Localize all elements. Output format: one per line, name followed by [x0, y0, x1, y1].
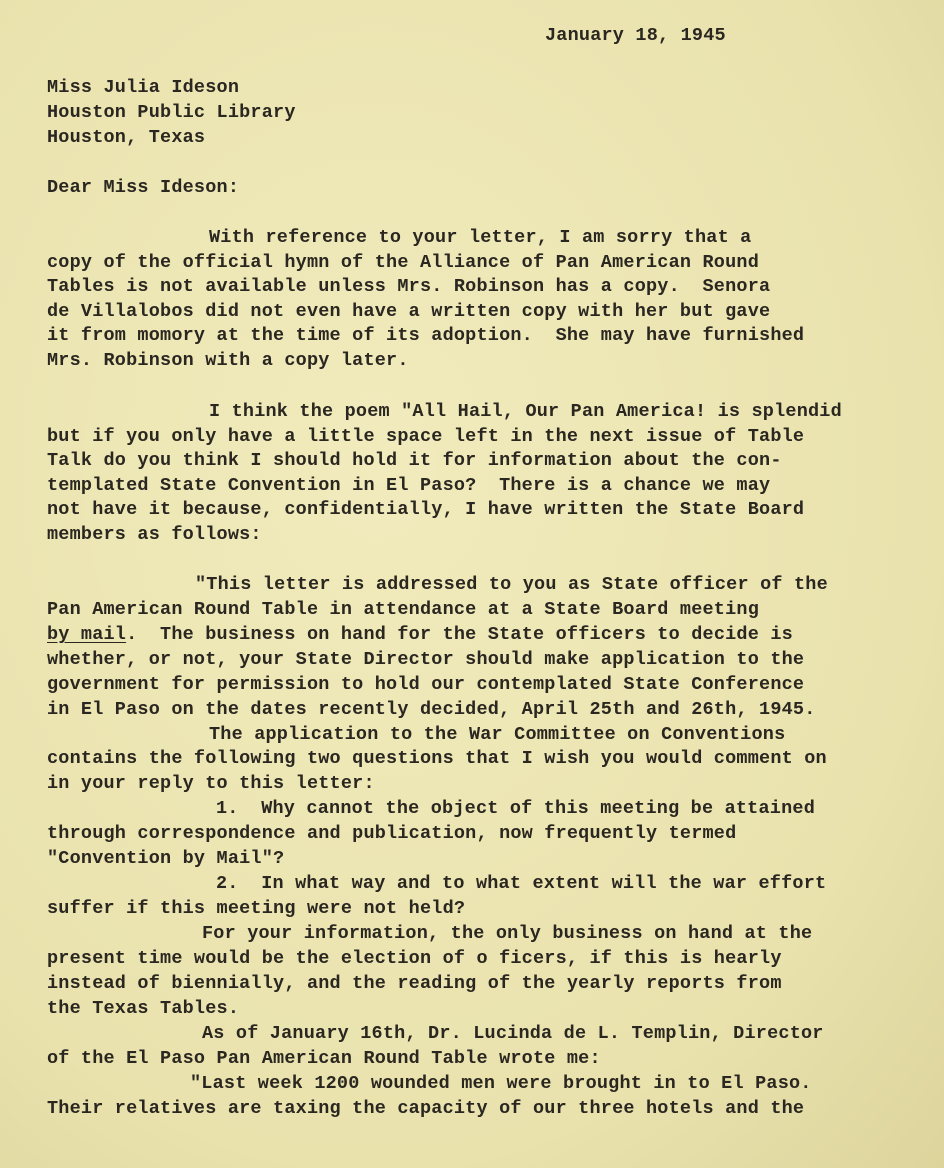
- paragraph-line: Talk do you think I should hold it for information about the con-: [47, 450, 782, 471]
- info-line: present time would be the election of o ficers, if this is hearly: [47, 948, 782, 969]
- salutation: Dear Miss Ideson:: [47, 177, 240, 198]
- quote-line: [47, 626, 793, 645]
- info-line: For your information, the only business on hand at the: [202, 923, 813, 944]
- recipient-name: Miss Julia Ideson: [47, 77, 240, 98]
- letter-date: January 18, 1945: [545, 25, 726, 46]
- quote-line: in El Paso on the dates recently decided, April 25th and 26th, 1945.: [47, 699, 816, 720]
- question-2: 2. In what way and to what extent will the war effort: [216, 873, 827, 894]
- paragraph-line: With reference to your letter, I am sorry that a: [209, 227, 752, 248]
- recipient-organization: Houston Public Library: [47, 102, 296, 123]
- paragraph-line: Mrs. Robinson with a copy later.: [47, 350, 409, 371]
- recipient-city: Houston, Texas: [47, 127, 206, 148]
- quote-line: government for permission to hold our contemplated State Conference: [47, 674, 805, 695]
- question-1: 1. Why cannot the object of this meeting be attained: [216, 798, 815, 819]
- paragraph-line: it from momory at the time of its adoption. She may have furnished: [47, 325, 805, 346]
- info-line: the Texas Tables.: [47, 998, 240, 1019]
- paragraph-line: de Villalobos did not even have a written copy with her but gave: [47, 301, 771, 322]
- quote-line: "This letter is addressed to you as State officer of the: [195, 574, 828, 595]
- question-2-cont: suffer if this meeting were not held?: [47, 898, 466, 919]
- quote-line: in your reply to this letter:: [47, 773, 375, 794]
- question-1-cont: "Convention by Mail"?: [47, 848, 285, 869]
- paragraph-line: templated State Convention in El Paso? There is a chance we may: [47, 475, 771, 496]
- question-1-cont: through correspondence and publication, now frequently termed: [47, 823, 737, 844]
- quote-line: Pan American Round Table in attendance at a State Board meeting: [47, 599, 760, 620]
- paragraph-line: members as follows:: [47, 524, 262, 545]
- asof-line: of the El Paso Pan American Round Table wrote me:: [47, 1048, 601, 1069]
- paragraph-line: copy of the official hymn of the Alliance of Pan American Round: [47, 252, 760, 273]
- quote-line: The application to the War Committee on Conventions: [209, 724, 786, 745]
- nested-quote-line: "Last week 1200 wounded men were brought in to El Paso.: [190, 1073, 812, 1094]
- paragraph-line: but if you only have a little space left in the next issue of Table: [47, 426, 805, 447]
- paragraph-line: not have it because, confidentially, I have written the State Board: [47, 499, 805, 520]
- quote-line: contains the following two questions that I wish you would comment on: [47, 748, 827, 769]
- asof-line: As of January 16th, Dr. Lucinda de L. Templin, Director: [202, 1023, 824, 1044]
- paragraph-line: Tables is not available unless Mrs. Robinson has a copy. Senora: [47, 276, 771, 297]
- paragraph-line: I think the poem "All Hail, Our Pan America! is splendid: [209, 401, 842, 422]
- quote-line: whether, or not, your State Director should make application to the: [47, 649, 805, 670]
- underlined-phrase: by mail: [47, 624, 127, 645]
- quote-line-rest: . The business on hand for the State officers to decide is: [126, 624, 793, 645]
- info-line: instead of biennially, and the reading of the yearly reports from: [47, 973, 782, 994]
- nested-quote-line: Their relatives are taxing the capacity of our three hotels and the: [47, 1098, 805, 1119]
